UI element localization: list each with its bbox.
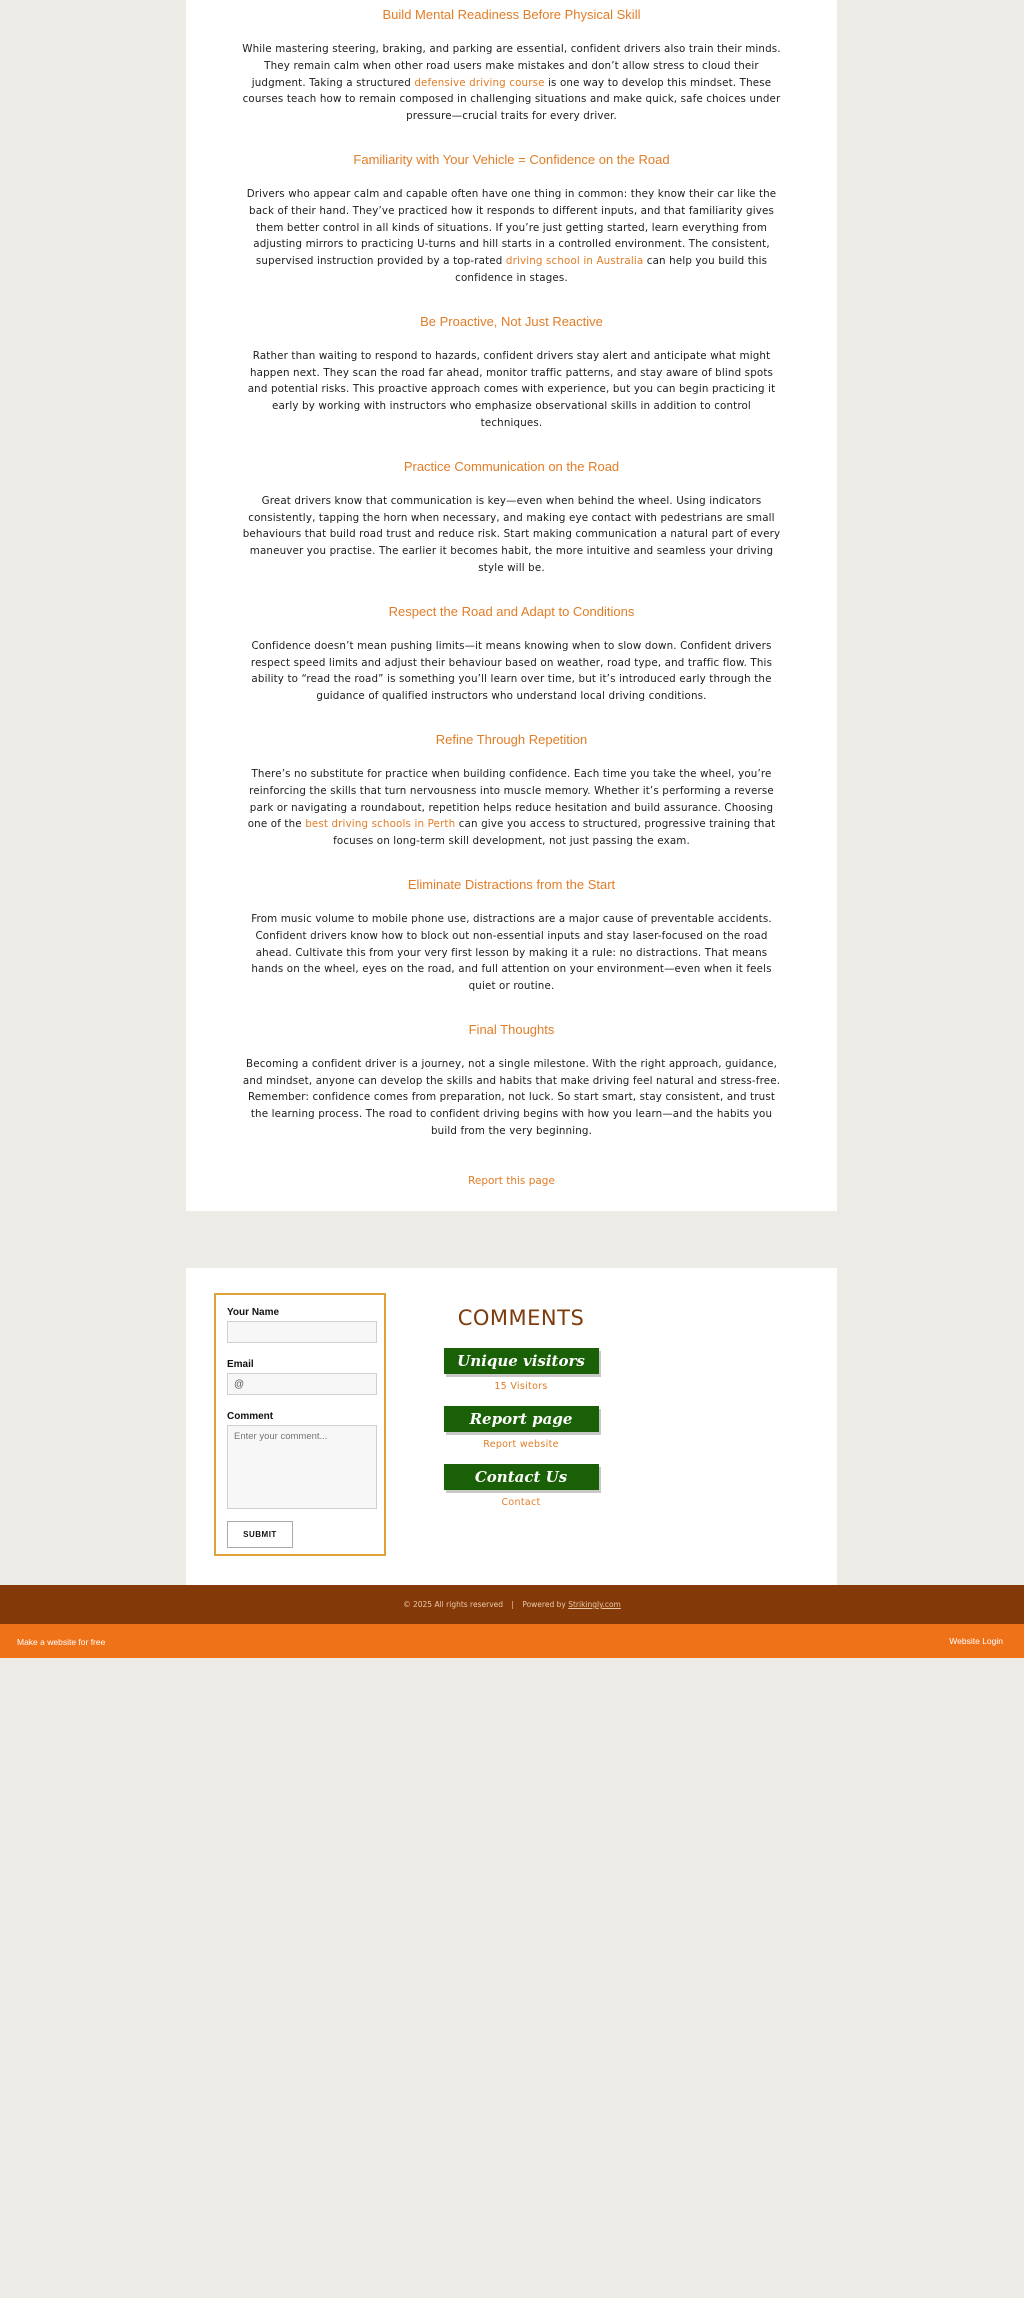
email-label: Email [227,1359,254,1370]
section-paragraph [242,41,782,125]
paragraph-text: is one way to develop this mindset. These courses teach how to remain composed in challenging situations and make quick, safe choices under pressure—crucial traits for every driver. [242,76,781,123]
section-heading: Be Proactive, Not Just Reactive [420,313,603,329]
comment-textarea[interactable] [227,1425,377,1509]
comments-title: COMMENTS [457,1306,585,1330]
email-field[interactable] [227,1373,377,1395]
footer-separator: | [511,1600,514,1609]
report-this-page-link[interactable]: Report this page [468,1174,555,1187]
comments-sidebar [442,1306,600,1522]
site-footer [0,1585,1024,1624]
paragraph-text: Confidence doesn’t mean pushing limits—it means knowing when to slow down. Confident drivers respect speed limits and adjust their behaviour based on weather, road type, and traffic flow. This ability to “read the road” is something you’ll learn over time, but it’s introduced early through the guidance of qualified instructors who understand local driving conditions. [250,639,773,703]
powered-by-link[interactable]: Strikingly.com [568,1600,621,1609]
inline-link[interactable]: best driving schools in Perth [305,818,456,831]
section-paragraph [242,493,782,577]
section-heading: Practice Communication on the Road [403,458,620,474]
make-website-link[interactable]: Make a website for free [17,1637,106,1647]
paragraph-text: Great drivers know that communication is key—even when behind the wheel. Using indicators consistently, tapping the horn when necessary, and making eye contact with pedestrians are small behaviours that build road trust and reduce risk. Start making communication a natural part of every maneuver you practise. The earlier it becomes habit, the more intuitive and seamless your driving style will be. [242,494,781,574]
contact-link[interactable]: Contact [501,1497,541,1508]
section-heading: Build Mental Readiness Before Physical Skill [382,7,641,22]
name-label: Your Name [227,1307,280,1318]
name-field[interactable] [227,1321,377,1343]
paragraph-text: From music volume to mobile phone use, distractions are a major cause of preventable accidents. Confident drivers know how to block out non-essential inputs and stay laser-focused on the road ahead. Cultivate this from your very first lesson by making it a rule: no distractions. That means hands on the wheel, eyes on the road, and full attention on your environment—even when it feels quiet or routine. [251,912,772,993]
report-website-link[interactable]: Report website [483,1439,559,1450]
copyright-text: © 2025 All rights reserved [403,1600,504,1609]
website-login-link[interactable]: Website Login [949,1636,1003,1646]
section-heading: Final Thoughts [468,1021,555,1037]
section-paragraph [242,348,782,432]
article-body [242,0,782,1140]
paragraph-text: There’s no substitute for practice when building confidence. Each time you take the wheel, you’re reinforcing the skills that turn nervousness into muscle memory. Whether it’s performing a reverse park or navigating a roundabout, repetition helps reduce hesitation and build assurance. Choosing one of the [247,767,774,831]
section-paragraph [242,638,782,705]
comments-card [186,1268,837,1585]
inline-link[interactable]: defensive driving course [414,76,545,89]
contact-us-badge[interactable]: Contact Us [444,1464,599,1490]
paragraph-text: Becoming a confident driver is a journey, not a single milestone. With the right approach, guidance, and mindset, anyone can develop the skills and habits that make driving feel natural and stress-free. Remember: confidence comes from preparation, not luck. So start smart, stay consistent, and trust the learning process. The road to confident driving begins with how you learn—and the habits you build from the very beginning. [242,1057,781,1138]
visitors-count: 15 Visitors [494,1381,548,1392]
section-paragraph [242,186,782,287]
section-paragraph [242,911,782,995]
paragraph-text: Drivers who appear calm and capable often have one thing in common: they know their car like the back of their hand. They’ve practiced how it responds to different inputs, and that familiarity gives them better control in all kinds of situations. If you’re just getting started, learn everything from adjusting mirrors to practicing U-turns and hill starts in a controlled environment. The consistent, supervised instruction provided by a top-rated [246,187,777,268]
section-heading: Eliminate Distractions from the Start [407,876,616,892]
comment-label: Comment [227,1411,274,1422]
paragraph-text: can give you access to structured, progressive training that focuses on long-term skill development, not just passing the exam. [333,818,776,848]
section-paragraph [242,766,782,850]
promo-bar [0,1624,1024,1658]
section-paragraph [242,1056,782,1140]
powered-by-text: Powered by [522,1600,566,1609]
comment-form [214,1293,386,1556]
unique-visitors-badge[interactable]: Unique visitors [444,1348,599,1374]
paragraph-text: can help you build this confidence in stages. [455,255,768,284]
section-heading: Respect the Road and Adapt to Conditions [388,603,635,619]
report-page-badge[interactable]: Report page [444,1406,599,1432]
paragraph-text: While mastering steering, braking, and parking are essential, confident drivers also train their minds. They remain calm when other road users make mistakes and don’t allow stress to cloud their judgment. Taking a structured [242,43,781,89]
report-link-wrap [186,1167,837,1188]
paragraph-text: Rather than waiting to respond to hazards, confident drivers stay alert and anticipate what might happen next. They scan the road far ahead, monitor traffic patterns, and stay aware of blind spots and potential risks. This proactive approach comes with experience, but you can begin practicing it early by working with instructors who emphasize observational skills in addition to control techniques. [247,349,776,429]
article-card [186,0,837,1211]
inline-link[interactable]: driving school in Australia [505,255,644,268]
section-heading: Refine Through Repetition [435,731,588,747]
submit-button[interactable]: SUBMIT [227,1521,293,1548]
section-heading: Familiarity with Your Vehicle = Confidence on the Road [353,151,670,167]
